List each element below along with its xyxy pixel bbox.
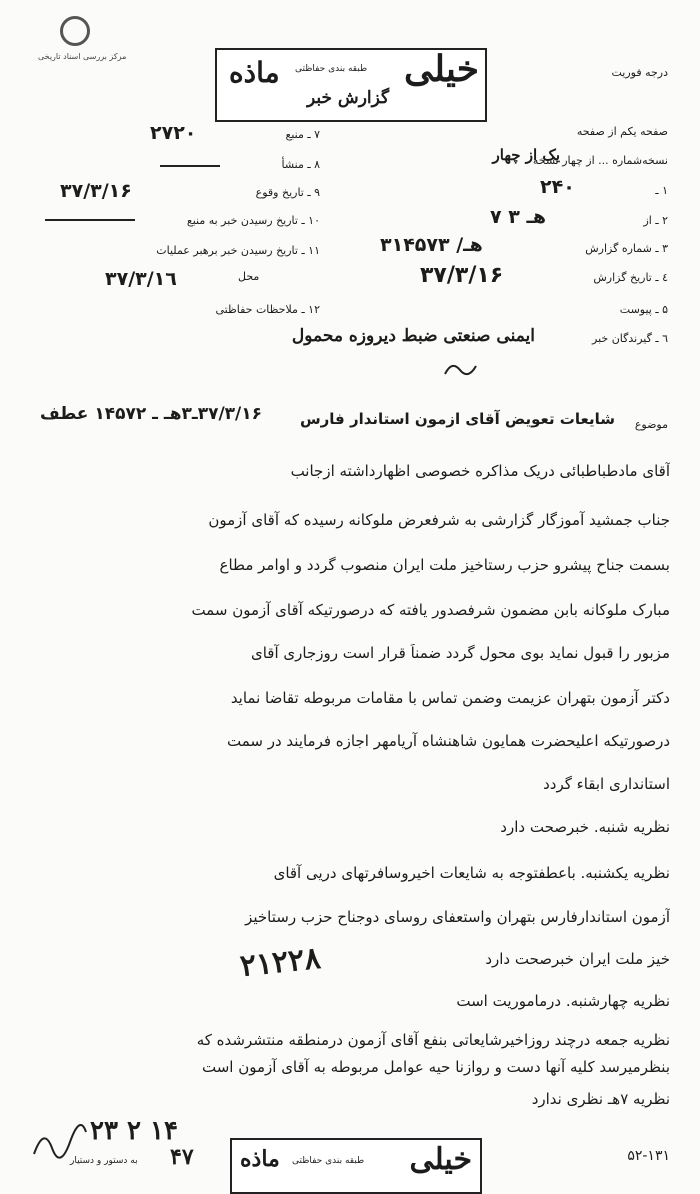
field-4-label: ٤ ـ تاریخ گزارش [593,271,668,284]
bottom-stamp-mazeh: ماذه [240,1146,280,1172]
opinion-line: خیز ملت ایران خبرصحت دارد [485,950,670,968]
body-line: درصورتیکه اعلیحضرت همایون شاهنشاه آریامهر اجازه فرمایند در سمت [226,732,670,750]
bottom-left-numbers: ۲۳ ۲ ۱۴ [90,1116,178,1146]
copy-value: یک از چهار [492,146,560,164]
bottom-left-note [30,1116,210,1180]
field-7-label: ۷ ـ منبع [285,128,320,141]
field-4-value: ۳۷/۳/۱۶ [420,263,504,288]
field-3-label: ۳ ـ شماره گزارش [585,242,668,255]
field-9-value: ۳۷/۳/۱۶ [60,180,132,202]
field-10-blank [45,219,135,221]
stamp-report-title: گزارش خبر [307,88,390,108]
signature-scribble [30,1124,90,1164]
archive-logo [20,10,180,60]
copy-label: نسخه‌شماره ... از چهار نسخه [532,154,668,167]
field-6-label: ٦ ـ گیرندگان خبر [592,332,668,345]
opinion-line: بنظرمیرسد کلیه آنها دست و روازنا حیه عوامل مربوطه به آقای آزمون است [201,1058,670,1076]
logo-caption: مرکز بررسی اسناد تاریخی [38,52,127,61]
bottom-left-line2: ۴۷ [170,1144,194,1170]
opinion-line: آزمون استاندارفارس بتهران واستعفای روسای دوجناح حزب رستاخیز [245,908,670,926]
field-11-value: ۳۷/۳/۱٦ [105,268,177,290]
field-2-value: ۷ هـ ۳ [490,206,547,228]
body-line: دکتر آزمون بتهران عزیمت وضمن تماس با مقامات مربوطه تقاضا نماید [230,689,670,707]
body-line: مبارک ملوکانه بابن مضمون شرفصدور یافته که درصورتیکه آقای آزمون سمت [191,601,670,619]
body-line: بسمت جناح پیشرو حزب رستاخیز ملت ایران منصوب گردد و اوامر مطاع [219,556,670,574]
stamp-mazeh: ماذه [229,56,280,89]
opinion-line: نظریه چهارشنبه. درماموریت است [456,992,670,1010]
body-line: مزبور را قبول نماید بوی محول گردد ضمناً قرار است روزجاری آقای [251,644,670,662]
opinion-line: نظریه ۷هـ نظری ندارد [531,1090,670,1108]
field-6-value: ایمنی صنعتی ضبط دیروزه محمول [291,326,535,346]
bottom-stamp-classification: طبقه بندی حفاظتی [292,1156,365,1166]
opinion-line: نظریه شنبه. خبرصحت دارد [500,818,670,836]
field-9-label: ۹ ـ تاریخ وقوع [255,186,320,199]
field-8-blank [160,165,220,167]
stamp-big-word: خیلی [403,48,479,90]
field-8-label: ۸ ـ منشأ [281,158,320,171]
logo-emblem-icon [60,16,90,46]
bottom-stamp-big-word: خیلی [409,1142,472,1177]
handwritten-mid-number: ۲۱۲۲۸ [238,940,323,985]
field-10-label: ۱۰ ـ تاریخ رسیدن خبر به منبع [186,214,320,227]
field-12-label: ۱۲ ـ ملاحظات حفاظتی [215,303,320,316]
stamp-classification: طبقه بندی حفاظتی [295,64,368,74]
field-11-label: ۱۱ ـ تاریخ رسیدن خبر برهبر عملیات [156,244,320,257]
body-line: استانداری ابقاء گردد [543,775,670,793]
handwritten-initial-mark [440,356,480,382]
field-11-sub: محل [238,270,260,283]
field-7-value: ۲۷۲۰ [150,122,197,144]
subject-reference: ۳۷/۳/۱۶ـ۳هـ ـ ۱۴۵۷۲ عطف [40,404,262,424]
field-1-value: ۲۴۰ [540,176,575,198]
bottom-classification-stamp [230,1138,482,1194]
field-2-label: ۲ ـ از [643,214,668,227]
top-classification-stamp [215,48,487,122]
body-line: جناب جمشید آموزگار گزارشی به شرفعرض ملوکانه رسیده که آقای آزمون [208,511,670,529]
field-5-label: ۵ ـ پیوست [619,303,668,316]
subject-label: موضوع [634,418,668,431]
page-label: صفحه یکم از صفحه [576,125,668,138]
subject-text: شایعات تعویض آقای ازمون استاندار فارس [299,410,615,428]
field-3-value: ۳هـ/ ۱۴۵۷۳ [380,234,483,256]
body-line: آقای مادطباطبائی دریک مذاکره خصوصی اظهارداشته ازجانب [290,462,670,480]
opinion-line: نظریه یکشنبه. باعطفتوجه به شایعات اخیروسافرتهای دریی آقای [273,864,670,882]
opinion-line: نظریه جمعه درچند روزاخیرشایعاتی بنفع آقای آزمون درمنطقه منتشرشده که [196,1031,670,1049]
bottom-left-caption: به دستور و دستیار [70,1156,138,1166]
urgency-label: درجه فوریت [611,66,668,79]
field-1-label: ۱ ـ [655,184,668,197]
footer-code: ۵۲-۱۳۱ [627,1148,670,1164]
